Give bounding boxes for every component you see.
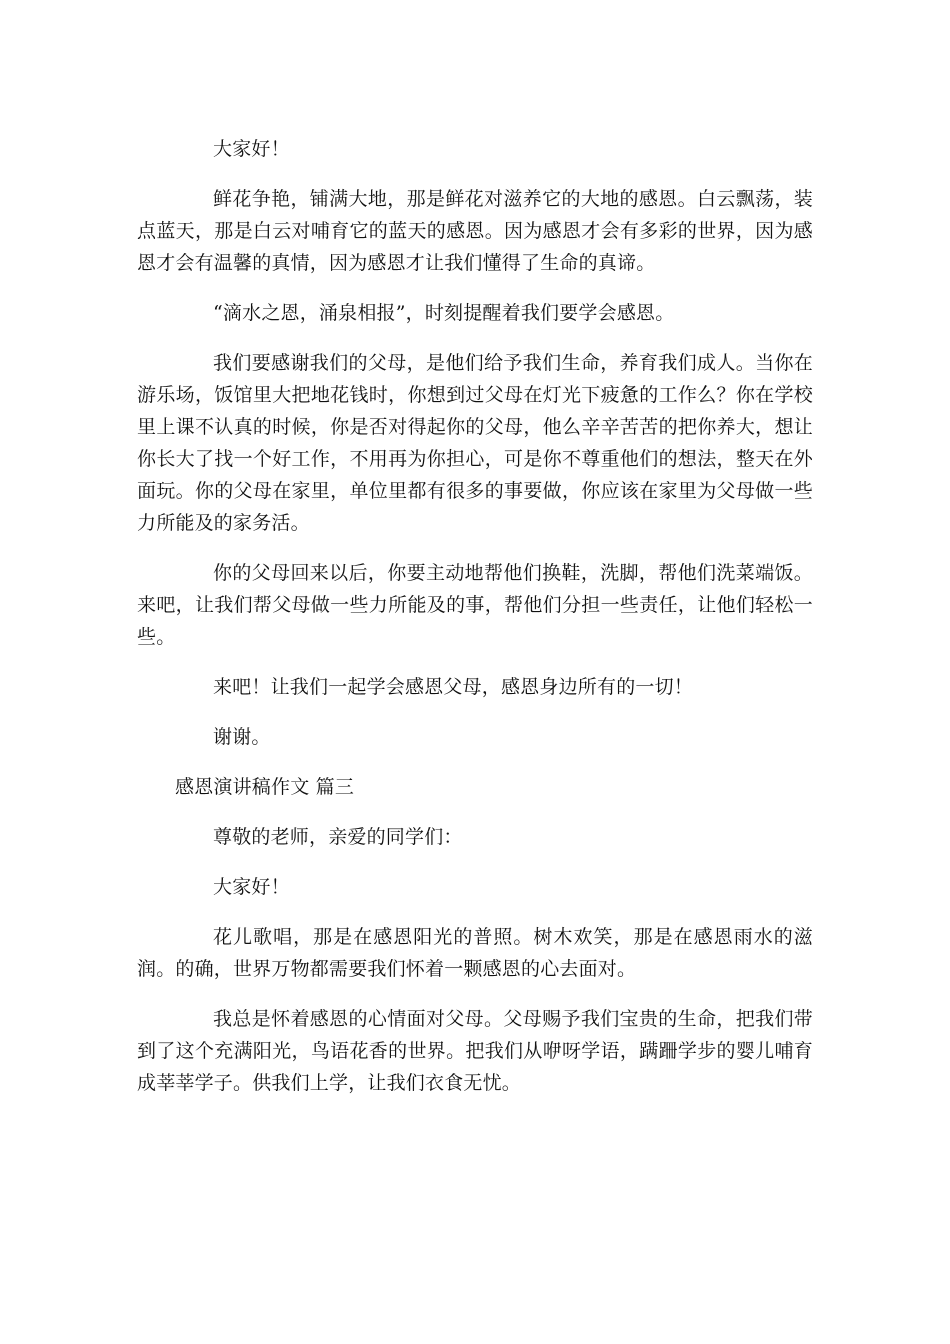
body-paragraph: 你的父母回来以后，你要主动地帮他们换鞋，洗脚，帮他们洗菜端饭。来吧，让我们帮父母做一些力所能及的事，帮他们分担一些责任，让他们轻松一些。	[137, 562, 813, 648]
greeting-paragraph: 大家好！	[213, 876, 290, 898]
body-paragraph: 来吧！让我们一起学会感恩父母，感恩身边所有的一切！	[213, 676, 694, 698]
greeting-paragraph: 大家好！	[213, 138, 290, 160]
body-paragraph: “滴水之恩，涌泉相报”，时刻提醒着我们要学会感恩。	[213, 302, 675, 324]
document-body	[137, 133, 813, 1117]
body-paragraph: 我总是怀着感恩的心情面对父母。父母赐予我们宝贵的生命，把我们带到了这个充满阳光，鸟语花香的世界。把我们从咿呀学语，蹒跚学步的婴儿哺育成莘莘学子。供我们上学，让我们衣食无忧。	[137, 1008, 813, 1094]
closing-paragraph: 谢谢。	[213, 726, 271, 748]
salutation-paragraph: 尊敬的老师，亲爱的同学们：	[213, 826, 463, 848]
body-paragraph: 鲜花争艳，铺满大地，那是鲜花对滋养它的大地的感恩。白云飘荡，装点蓝天，那是白云对哺育它的蓝天的感恩。因为感恩才会有多彩的世界，因为感恩才会有温馨的真情，因为感恩才让我们懂得了生命的真谛。	[137, 188, 813, 274]
body-paragraph: 我们要感谢我们的父母，是他们给予我们生命，养育我们成人。当你在游乐场，饭馆里大把地花钱时，你想到过父母在灯光下疲惫的工作么？你在学校里上课不认真的时候，你是否对得起你的父母，他么辛辛苦苦的把你养大，想让你长大了找一个好工作，不用再为你担心，可是你不尊重他们的想法，整天在外面玩。你的父母在家里，单位里都有很多的事要做，你应该在家里为父母做一些力所能及的家务活。	[137, 352, 813, 534]
section-heading: 感恩演讲稿作文 篇三	[175, 776, 355, 798]
body-paragraph: 花儿歌唱，那是在感恩阳光的普照。树木欢笑，那是在感恩雨水的滋润。的确，世界万物都需要我们怀着一颗感恩的心去面对。	[137, 926, 813, 980]
